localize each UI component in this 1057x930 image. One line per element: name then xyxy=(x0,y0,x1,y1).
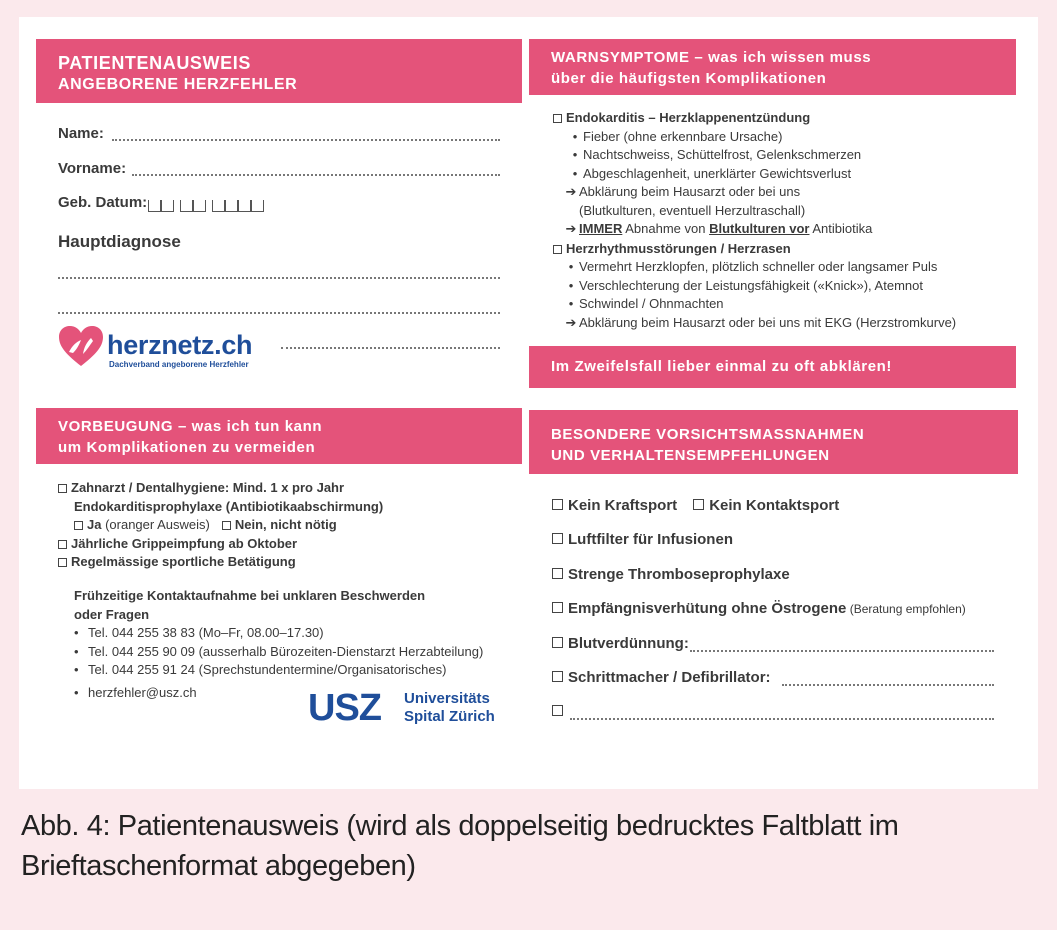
id-header-line1: PATIENTENAUSWEIS xyxy=(58,53,251,73)
kraftsport: Kein Kraftsport xyxy=(568,497,678,514)
kontaktsport: Kein Kontaktsport xyxy=(709,497,840,514)
endo-item-1: Fieber (ohne erkennbare Ursache) xyxy=(583,128,783,144)
warn-header-line1: WARNSYMPTOME – was ich wissen muss xyxy=(551,49,872,66)
arrow-icon: ➔ xyxy=(565,314,577,330)
checkbox-icon xyxy=(58,484,67,493)
checkbox-icon xyxy=(552,499,563,510)
id-header xyxy=(36,39,522,103)
blutverduennung-line xyxy=(690,650,994,652)
rhythmus-arrow: Abklärung beim Hausarzt oder bei uns mit EKG (Herzstromkurve) xyxy=(579,314,957,330)
rhythmus-item-3: Schwindel / Ohnmachten xyxy=(579,296,724,311)
zweifel-banner xyxy=(529,346,1016,388)
luftfilter: Luftfilter für Infusionen xyxy=(568,531,733,548)
vorb-ja-note: (oranger Ausweis) xyxy=(101,517,210,532)
usz-line1: Universitäts xyxy=(404,690,490,707)
blutverduennung-row xyxy=(552,635,689,652)
usz-logo-name xyxy=(404,690,495,726)
caption-line2: Brieftaschenformat abgegeben) xyxy=(21,850,416,882)
vorsicht-header-line1: BESONDERE VORSICHTSMASSNAHMEN xyxy=(551,426,865,443)
endokarditis-title: Endokarditis – Herzklappenentzündung xyxy=(566,110,811,125)
extra-row xyxy=(552,703,568,720)
checkbox-icon xyxy=(553,114,562,123)
checkbox-icon xyxy=(552,705,563,716)
thrombose-row xyxy=(552,566,790,583)
schrittmacher: Schrittmacher / Defibrillator: xyxy=(568,669,771,686)
luftfilter-row xyxy=(552,531,733,548)
phone-1: Tel. 044 255 38 83 (Mo–Fr, 08.00–17.30) xyxy=(88,625,324,640)
vorb-item1-line1: Zahnarzt / Dentalhygiene: Mind. 1 x pro Jahr xyxy=(71,480,345,495)
logo-line xyxy=(281,347,500,349)
usz-logo-abbr: USZ xyxy=(308,687,381,729)
endo-arrow2-d: Antibiotika xyxy=(809,221,873,236)
vorb-item2: Jährliche Grippeimpfung ab Oktober xyxy=(71,535,298,551)
checkbox-icon xyxy=(552,568,563,579)
endo-arrow1-line2: (Blutkulturen, eventuell Herzultraschall) xyxy=(579,202,806,218)
zweifel-text: Im Zweifelsfall lieber einmal zu oft abklären! xyxy=(551,358,893,375)
schrittmacher-line xyxy=(782,684,994,686)
id-header-line2: ANGEBORENE HERZFEHLER xyxy=(58,76,298,93)
caption-line1: Abb. 4: Patientenausweis (wird als doppelseitig bedrucktes Faltblatt im xyxy=(21,810,899,842)
kontakt-block: Frühzeitige Kontaktaufnahme bei unklaren Beschwerden oder Fragen • Tel. 044 255 38 83 (Mo–Fr, 08.00–17.30) • Tel. 044 255 90 09 (ausserhalb Bürozeiten-Dienstarzt Herzabteilung) • Tel. 044 255 91 24 (Sprechstundentermine/Organisatorisches) • herzfehler@usz.ch xyxy=(74,587,514,702)
rhythmus-item-1: Vermehrt Herzklopfen, plötzlich schneller oder langsamer Puls xyxy=(579,259,938,274)
geb-datum-text: Geb. Datum: xyxy=(58,194,148,211)
name-line xyxy=(112,139,500,141)
checkbox-icon xyxy=(553,245,562,254)
endo-item-2: Nachtschweiss, Schüttelfrost, Gelenkschmerzen xyxy=(583,147,862,162)
vorb-item3: Regelmässige sportliche Betätigung xyxy=(71,554,296,569)
empfaengnis-row xyxy=(552,600,966,617)
checkbox-icon xyxy=(552,602,563,613)
vorb-item1-line2: Endokarditisprophylaxe (Antibiotikaabschirmung) xyxy=(74,498,384,514)
warn-list: Endokarditis – Herzklappenentzündung • Fieber (ohne erkennbare Ursache) • Nachtschweiss, Schüttelfrost, Gelenkschmerzen • Abgeschlagenheit, unerklärter Gewichtsverlust ➔ Abklärung beim Hausarzt oder bei uns (Blutkulturen, eventuell Herzultraschall) ➔ IMMER Abnahme von Blutkulturen vor Antibiotika Herzrhythmusstörungen / Herzrasen • Vermehrt Herzklopfen, plötzlich schneller oder langsamer Puls • Verschlechterung der Leistungsfähigkeit («Knick»), Atemnot • Schwindel / Ohnmachten ➔ Abklärung beim Hausarzt oder bei uns mit EKG (Herzstromkurve) xyxy=(553,109,1023,332)
checkbox-icon xyxy=(552,637,563,648)
vorbeugung-header xyxy=(36,408,522,464)
warn-header-line2: über die häufigsten Komplikationen xyxy=(551,70,827,87)
kontakt-title-1: Frühzeitige Kontaktaufnahme bei unklaren Beschwerden xyxy=(74,588,426,603)
checkbox-icon xyxy=(58,558,67,567)
endo-arrow1-line1: Abklärung beim Hausarzt oder bei uns xyxy=(579,184,801,199)
warn-header xyxy=(529,39,1016,95)
herznetz-heart-icon xyxy=(57,324,105,368)
arrow-icon: ➔ xyxy=(565,184,577,199)
vorbeugung-header-line2: um Komplikationen zu vermeiden xyxy=(58,439,316,456)
thrombose: Strenge Thromboseprophylaxe xyxy=(568,566,790,583)
checkbox-icon xyxy=(552,533,563,544)
rhythmus-item-2: Verschlechterung der Leistungsfähigkeit («Knick»), Atemnot xyxy=(579,277,923,293)
phone-3: Tel. 044 255 91 24 (Sprechstundentermine/Organisatorisches) xyxy=(88,662,447,677)
endo-blutkulturen: Blutkulturen vor xyxy=(709,221,810,236)
herznetz-logo-text: herznetz.ch xyxy=(107,330,253,360)
geb-datum-label xyxy=(58,194,147,211)
rhythmus-title: Herzrhythmusstörungen / Herzrasen xyxy=(566,240,791,256)
kraftsport-row xyxy=(552,497,839,514)
kontakt-title-2: oder Fragen xyxy=(74,606,150,622)
checkbox-ja-icon xyxy=(74,521,83,530)
endo-arrow2-b: Abnahme von xyxy=(622,221,710,236)
phone-2: Tel. 044 255 90 09 (ausserhalb Bürozeiten-Dienstarzt Herzabteilung) xyxy=(88,643,484,659)
vorname-line xyxy=(132,174,500,176)
diagnose-line-2 xyxy=(58,312,500,314)
empfaengnis: Empfängnisverhütung ohne Östrogene xyxy=(568,600,847,617)
extra-line xyxy=(570,718,994,720)
checkbox-nein-icon xyxy=(222,521,231,530)
figure-caption xyxy=(21,806,1051,886)
arrow-icon: ➔ xyxy=(565,221,577,236)
blutverduennung: Blutverdünnung: xyxy=(568,635,689,652)
vorb-ja: Ja xyxy=(87,517,102,532)
vorb-nein: Nein, nicht nötig xyxy=(234,517,337,532)
endo-immer: IMMER xyxy=(579,221,623,236)
vorsicht-header-line2: UND VERHALTENSEMPFEHLUNGEN xyxy=(551,447,830,464)
diagnose-line-1 xyxy=(58,277,500,279)
checkbox-icon xyxy=(58,540,67,549)
checkbox-icon xyxy=(552,671,563,682)
hauptdiagnose-label: Hauptdiagnose xyxy=(58,232,181,251)
empfaengnis-note: (Beratung empfohlen) xyxy=(846,602,966,616)
schrittmacher-row xyxy=(552,669,771,686)
vorbeugung-list xyxy=(58,479,518,572)
vorname-label: Vorname: xyxy=(58,160,127,177)
vorbeugung-header-line1: VORBEUGUNG – was ich tun kann xyxy=(58,418,323,435)
checkbox-icon xyxy=(693,499,704,510)
vorsicht-header xyxy=(529,410,1018,474)
usz-line2: Spital Zürich xyxy=(404,708,495,725)
herznetz-tagline: Dachverband angeborene Herzfehler xyxy=(109,360,249,369)
email: herzfehler@usz.ch xyxy=(88,684,197,700)
name-label: Name: xyxy=(58,125,104,142)
endo-item-3: Abgeschlagenheit, unerklärter Gewichtsverlust xyxy=(583,165,852,181)
date-boxes xyxy=(148,197,264,215)
